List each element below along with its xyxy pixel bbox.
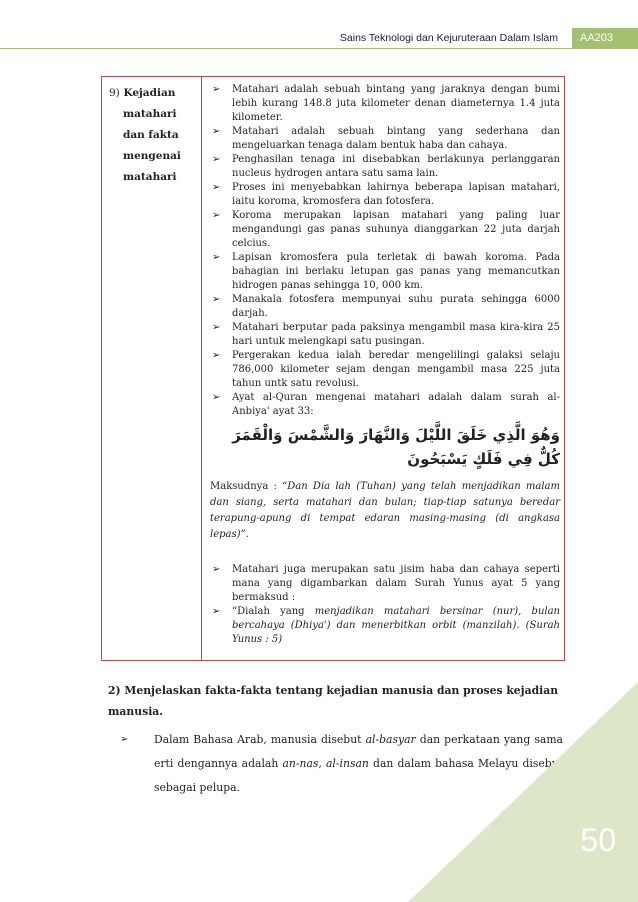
fact-item — [210, 605, 560, 647]
arrow-bullet-icon: ➢ — [120, 734, 129, 745]
facts-list — [210, 83, 560, 419]
topic-label-line — [109, 83, 199, 104]
arrow-bullet-icon: ➢ — [212, 210, 221, 221]
arrow-bullet-icon: ➢ — [212, 84, 221, 95]
fact-item: ➢ Koroma merupakan lapisan matahari yang paling luar mengandungi gas panas suhunya dianggarkan 22 juta darjah celcius. — [212, 210, 560, 249]
arrow-bullet-icon: ➢ — [212, 350, 221, 361]
fact-item: ➢ Matahari juga merupakan satu jisim haba dan cahaya seperti mana yang digambarkan dalam Surah Yunus ayat 5 yang bermaksud : — [212, 564, 560, 603]
topic-label-line: dan fakta — [123, 129, 179, 141]
facts-cell — [210, 83, 560, 647]
course-code-badge: AA203 — [572, 28, 638, 48]
yunus-quote-text: menjadikan matahari bersinar (nur), bulan bercahaya (Dhiya') dan menerbitkan orbit (manzilah). (Surah Yunus : 5) — [232, 606, 560, 645]
fact-item: ➢ Matahari berputar pada paksinya mengambil masa kira-kira 25 hari untuk melengkapi satu pusingan. — [212, 322, 560, 347]
fact-item: ➢ Matahari adalah sebuah bintang yang sederhana dan mengeluarkan tenaga dalam bentuk haba dan cahaya. — [212, 126, 560, 151]
arrow-bullet-icon: ➢ — [212, 182, 221, 193]
topic-label-line: matahari — [123, 108, 177, 120]
fact-item: ➢ Pergerakan kedua ialah beredar mengelilingi galaksi selaju 786,000 kilometer sejam dengan mengambil masa 225 juta tahun untk satu revolusi. — [212, 350, 560, 389]
arrow-bullet-icon: ➢ — [212, 294, 221, 305]
page-corner-decoration — [408, 682, 638, 902]
fact-item: ➢ Lapisan kromosfera pula terletak di bawah koroma. Pada bahagian ini berlaku letupan gas panas yang memancutkan hidrogen panas sehingga 10, 000 km. — [212, 252, 560, 291]
header-rule — [0, 48, 638, 49]
section-2-heading: 2) Menjelaskan fakta-fakta tentang kejadian manusia dan proses kejadian manusia. — [108, 684, 559, 718]
term-an-nas: an-nas, al-insan — [282, 757, 369, 770]
topic-label-text: Kejadian — [123, 87, 176, 99]
quran-verse: وَهُوَ الَّذِي خَلَقَ اللَّيْلَ وَالنَّهَارَ وَالشَّمْسَ وَالْقَمَرَ كُلٌّ فِي فَلَكٍ يَسْبَحُونَ — [232, 426, 560, 468]
arrow-bullet-icon: ➢ — [212, 606, 221, 617]
arrow-bullet-icon: ➢ — [212, 126, 221, 137]
column-divider — [201, 77, 202, 660]
facts-list-continued — [210, 563, 560, 647]
topic-label-cell — [109, 83, 199, 188]
arrow-bullet-icon: ➢ — [212, 322, 221, 333]
page-number: 50 — [580, 822, 616, 858]
fact-item: ➢ Penghasilan tenaga ini disebabkan berlakunya perlanggaran nucleus hydrogen antara satu sama lain. — [212, 154, 560, 179]
translation-text: “Dan Dia lah (Tuhan) yang telah menjadikan malam dan siang, serta matahari dan bulan; tiap-tiap satunya beredar terapung-apung di tempat edaran masing-masing (di angkasa lepas)”. — [210, 481, 560, 540]
term-al-basyar: al-basyar — [365, 733, 416, 746]
fact-item: ➢ Manakala fotosfera mempunyai suhu purata sehingga 6000 darjah. — [212, 294, 560, 319]
running-header-title: Sains Teknologi dan Kejuruteraan Dalam Islam — [339, 32, 558, 44]
arrow-bullet-icon: ➢ — [212, 252, 221, 263]
topic-label-line: matahari — [123, 171, 177, 183]
fact-item: ➢ Ayat al-Quran mengenai matahari adalah dalam surah al-Anbiya' ayat 33: — [212, 392, 560, 417]
fact-item: ➢ Matahari adalah sebuah bintang yang jaraknya dengan bumi lebih kurang 148.8 juta kilometer denan diameternya 1.4 juta kilometer. — [212, 84, 560, 123]
arrow-bullet-icon: ➢ — [212, 564, 221, 575]
verse-translation — [210, 479, 560, 543]
arrow-bullet-icon: ➢ — [212, 392, 221, 403]
translation-label: Maksudnya : — [210, 481, 277, 492]
yunus-quote-prefix: “Dialah yang — [232, 606, 305, 617]
topic-number: 9) — [109, 87, 120, 99]
content-table — [101, 76, 565, 661]
fact-item: ➢ Proses ini menyebabkan lahirnya beberapa lapisan matahari, iaitu koroma, kromosfera dan fotosfera. — [212, 182, 560, 207]
arrow-bullet-icon: ➢ — [212, 154, 221, 165]
topic-label-line: mengenai — [123, 150, 181, 162]
section-2-item: ➢ Dalam Bahasa Arab, manusia disebut al-basyar dan perkataan yang sama erti dengannya adalah an-nas, al-insan dan dalam bahasa Melayu disebut sebagai pelupa. — [108, 728, 563, 800]
